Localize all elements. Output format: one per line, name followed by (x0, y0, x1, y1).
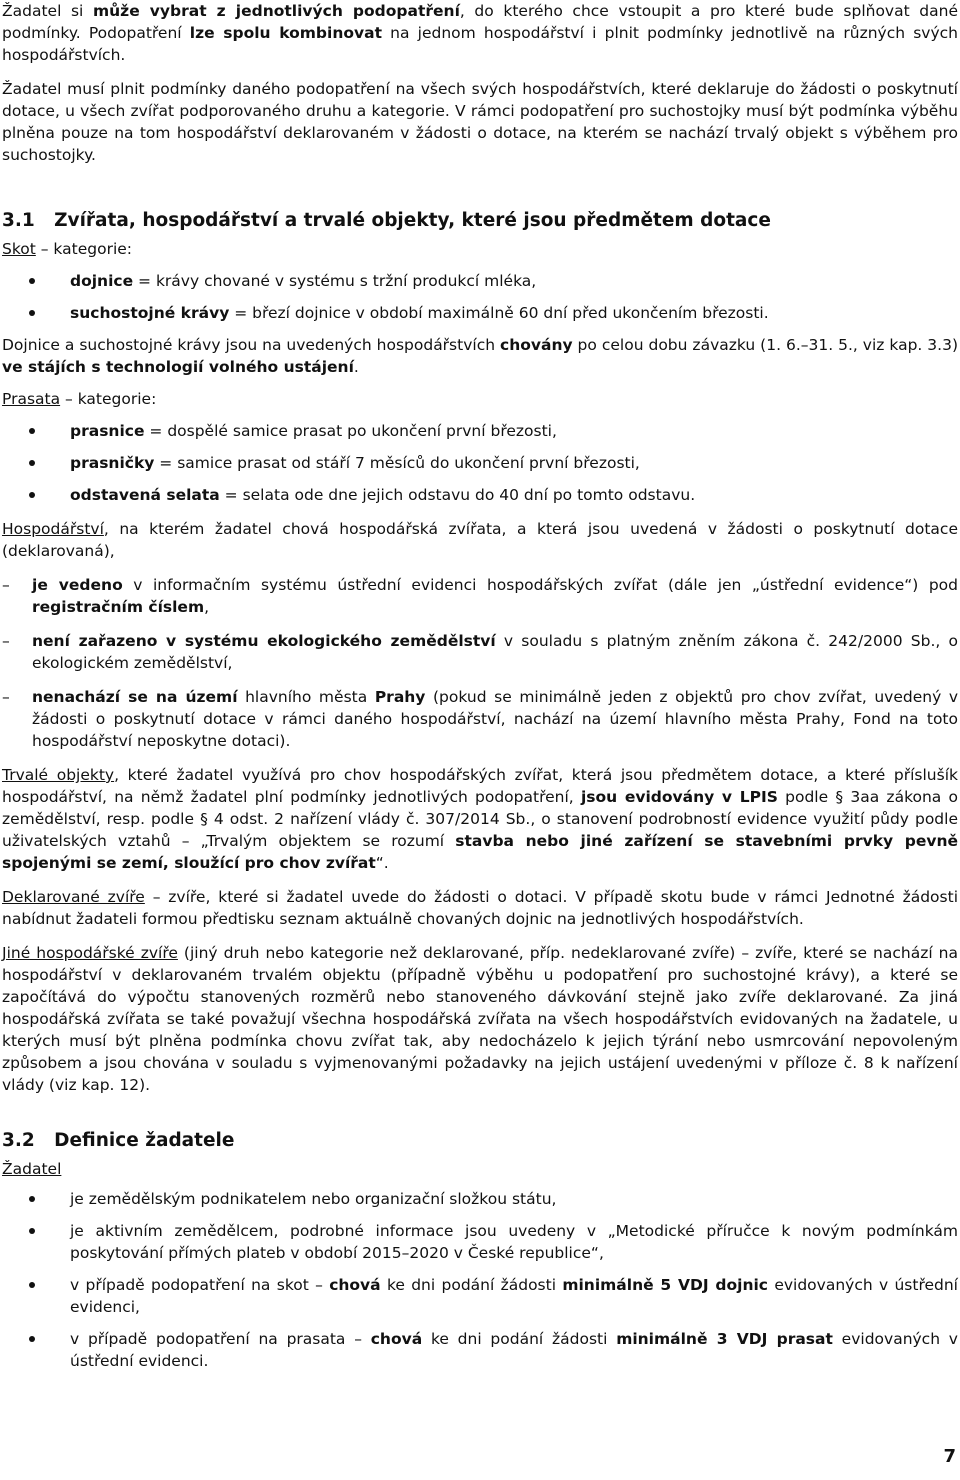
text: . (353, 358, 359, 376)
list-item (2, 270, 958, 292)
deklarovane-zvire-paragraph (2, 886, 958, 930)
prasata-heading (2, 388, 958, 410)
text: (pokud se minimálně jeden z objektů pro chov zvířat, uvedený v žádosti o poskytnutí dotace v rámci daného hospodářství, nachází na území hlavního města Prahy, Fond na toto hospodářství neposkytne dotaci). (32, 688, 959, 750)
hospodarstvi-paragraph (2, 518, 958, 562)
emphasis: lze spolu kombinovat (189, 24, 382, 42)
section-heading-3-2 (2, 1128, 958, 1154)
page-number: 7 (943, 1446, 956, 1467)
text: evidovaných v ústřední evidenci, (70, 1276, 958, 1316)
list-item (2, 686, 958, 752)
hospodarstvi-conditions (2, 574, 958, 752)
intro-paragraph-2: Žadatel musí plnit podmínky daného podopatření na všech svých hospodářstvích, které deklaruje do žádosti o poskytnutí dotace, u všech zvířat podporovaného druhu a kategorie. V rámci podopatření pro suchostojky musí být podmínka výběhu plněna pouze na tom hospodářství deklarovaném v žádosti o dotace, na kterém se nachází trvalý objekt s výběhem pro suchostojky. (2, 80, 958, 164)
list-item (2, 302, 958, 324)
desc: = dospělé samice prasat po ukončení první březosti, (144, 422, 557, 440)
list-item (2, 420, 958, 442)
section-title: Zvířata, hospodářství a trvalé objekty, které jsou předmětem dotace (54, 210, 771, 231)
section-number: 3.1 (2, 210, 35, 231)
list-item (2, 574, 958, 618)
emphasis: není zařazeno v systému ekologického zemědělství (32, 632, 496, 650)
text: (jiný druh nebo kategorie než deklarované, příp. nedeklarované zvíře) – zvíře, které se nachází na hospodářství v deklarovaném trvalém objektu (případně výběhu u podopatření pro suchostojné krávy), a které se započítává do výpočtu stanovených rozměrů nebo stanoveného dávkování stejně jako zvíře deklarované. Za jiná hospodářská zvířata se také považují všechna hospodářská zvířata na všech hospodářstvích evidovaných na žadatele, u kterých musí být plněna podmínka chovu zvířat tak, aby nedocházelo k jejich týrání nebo usmrcování nepovoleným způsobem a jsou chována v souladu s vyjmenovanými požadavky na jejich ustájení uvedenými v příloze č. 8 k nařízení vlády (viz kap. 12). (2, 944, 958, 1094)
emphasis: minimálně 5 VDJ dojnic (562, 1276, 768, 1294)
text: , které žadatel využívá pro chov hospodářských zvířat, která jsou předmětem dotace, a které příslušík hospodářství, na němž žadatel plní podmínky jednotlivých podopatření, (2, 766, 958, 806)
emphasis: ve stájích s technologií volného ustájení (2, 358, 354, 376)
text: Žadatel si (2, 2, 93, 20)
text: – kategorie: (60, 390, 157, 408)
emphasis: je vedeno (32, 576, 123, 594)
prasata-list (2, 420, 958, 506)
text: ke dni podání žádosti (422, 1330, 617, 1348)
emphasis: registračním číslem (32, 598, 205, 616)
intro-paragraph-1 (2, 0, 958, 66)
skot-note (2, 334, 958, 378)
desc: = krávy chované v systému s tržní produkcí mléka, (133, 272, 537, 290)
text: Dojnice a suchostojné krávy jsou na uvedených hospodářstvích (2, 336, 501, 354)
emphasis: chová (370, 1330, 423, 1348)
desc: = samice prasat od stáří 7 měsíců do ukončení první březosti, (154, 454, 640, 472)
section-title: Definice žadatele (54, 1130, 235, 1151)
prasata-label: Prasata (2, 390, 61, 408)
skot-heading (2, 238, 958, 260)
desc: = březí dojnice v období maximálně 60 dní před ukončením březosti. (229, 304, 769, 322)
text: , do kterého chce vstoupit a pro které bude splňovat dané podmínky. Podopatření (2, 2, 958, 42)
document-page (2, 0, 958, 1382)
section-number: 3.2 (2, 1130, 35, 1151)
list-item (2, 452, 958, 474)
deklarovane-zvire-label: Deklarované zvíře (2, 888, 145, 906)
hospodarstvi-label: Hospodářství (2, 520, 104, 538)
text: – kategorie: (35, 240, 133, 258)
text: , na kterém žadatel chová hospodářská zvířata, a která jsou uvedená v žádosti o poskytnutí dotace (deklarovaná), (2, 520, 958, 560)
emphasis: jsou evidovány v LPIS (580, 788, 778, 806)
trvale-objekty-label: Trvalé objekty (2, 766, 115, 784)
text: v souladu s platným zněním zákona č. 242/2000 Sb., o ekologickém zemědělství, (32, 632, 958, 672)
text: po celou dobu závazku (1. 6.–31. 5., viz kap. 3.3) (572, 336, 958, 354)
list-item (2, 1328, 958, 1372)
text: “. (375, 854, 389, 872)
list-item: je aktivním zemědělcem, podrobné informace jsou uvedeny v „Metodické příručce k novým podmínkám poskytování přímých plateb v období 2015–2020 v České republice“, (2, 1220, 958, 1264)
text: ke dni podání žádosti (380, 1276, 563, 1294)
term: odstavená selata (70, 486, 220, 504)
term: prasnice (70, 422, 145, 440)
skot-label: Skot (2, 240, 36, 258)
emphasis: nenachází se na území (32, 688, 238, 706)
section-heading-3-1 (2, 208, 958, 234)
emphasis: stavba nebo jiné zařízení se stavebními prvky pevně spojenými se zemí, sloužící pro chov zvířat (2, 832, 959, 872)
text: hlavního města (237, 688, 375, 706)
zadatel-list (2, 1188, 958, 1372)
list-item (2, 484, 958, 506)
term: suchostojné krávy (70, 304, 230, 322)
desc: = selata ode dne jejich odstavu do 40 dní po tomto odstavu. (219, 486, 696, 504)
list-item: je zemědělským podnikatelem nebo organizační složkou státu, (2, 1188, 958, 1210)
list-item (2, 1274, 958, 1318)
emphasis: Prahy (374, 688, 426, 706)
emphasis: chovány (500, 336, 573, 354)
term: prasničky (70, 454, 155, 472)
zadatel-label: Žadatel (2, 1160, 62, 1178)
text: , (204, 598, 210, 616)
list-item (2, 630, 958, 674)
zadatel-heading (2, 1158, 958, 1180)
text: evidovaných v ústřední evidenci. (70, 1330, 958, 1370)
jine-zvire-label: Jiné hospodářské zvíře (2, 944, 178, 962)
text: podle § 3aa zákona o zemědělství, resp. podle § 4 odst. 2 nařízení vlády č. 307/2014 Sb., o stanovení podrobností evidence využití půdy podle uživatelských vztahů – „Trvalým objektem se rozumí (2, 788, 959, 850)
emphasis: minimálně 3 VDJ prasat (616, 1330, 833, 1348)
text: v případě podopatření na prasata – (70, 1330, 371, 1348)
jine-zvire-paragraph (2, 942, 958, 1096)
trvale-objekty-paragraph (2, 764, 958, 874)
emphasis: chová (329, 1276, 381, 1294)
term: dojnice (70, 272, 134, 290)
emphasis: může vybrat z jednotlivých podopatření (92, 2, 460, 20)
text: – zvíře, které si žadatel uvede do žádosti o dotaci. V případě skotu bude v rámci Jednotné žádosti nabídnut žadateli formou předtisku seznam aktuálně chovaných dojnic na jednotlivých hospodářstvích. (2, 888, 958, 928)
skot-list (2, 270, 958, 324)
text: na jednom hospodářství i plnit podmínky jednotlivě na různých svých hospodářstvích. (2, 24, 958, 64)
text: v informačním systému ústřední evidenci hospodářských zvířat (dále jen „ústřední evidence“) pod (122, 576, 958, 594)
text: v případě podopatření na skot – (70, 1276, 330, 1294)
